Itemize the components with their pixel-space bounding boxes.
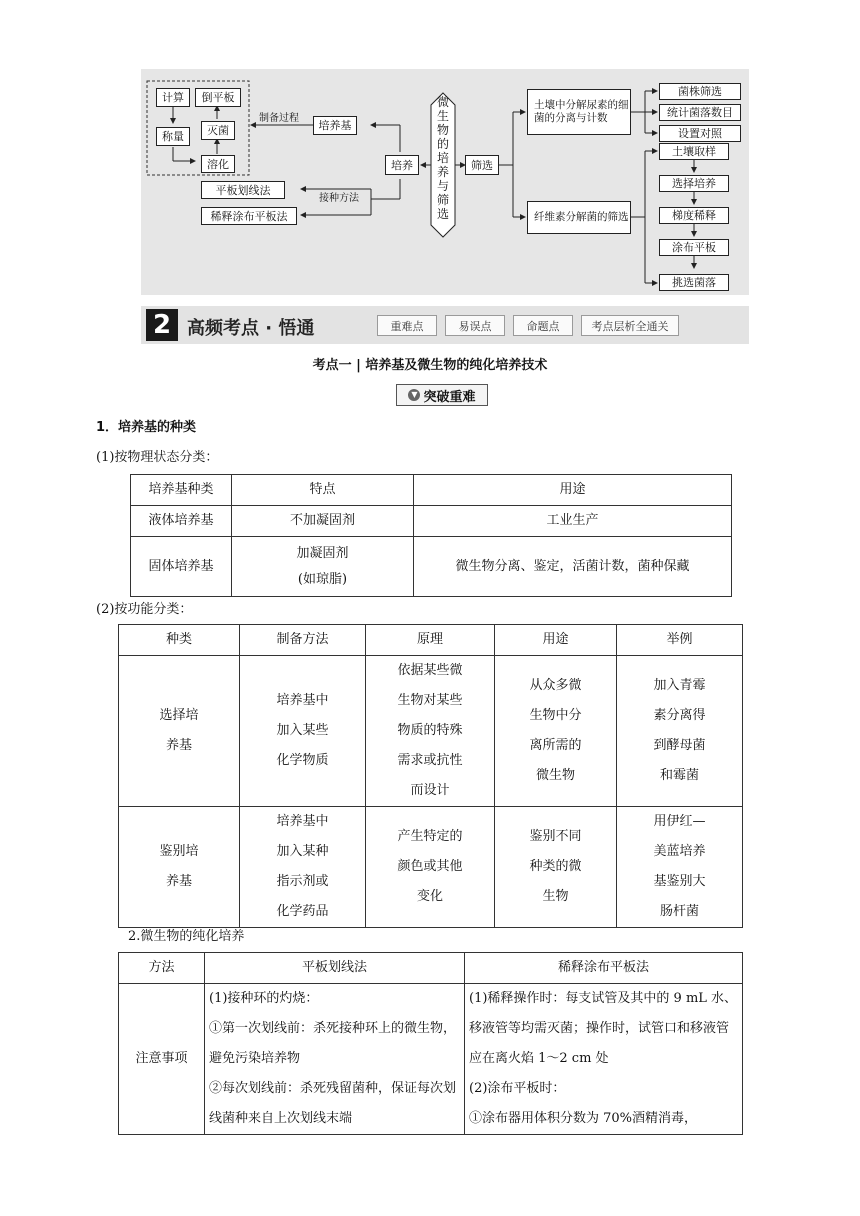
table3-header: 平板划线法 (205, 953, 465, 984)
table1-cell: 加凝固剂 (如琼脂) (232, 537, 414, 597)
tab-mingtidian[interactable]: 命题点 (513, 315, 573, 336)
tupo-badge (396, 384, 488, 406)
table2-cell: 选择培 养基 (119, 656, 240, 807)
node-tubu-pingban: 涂布平板 (659, 239, 729, 256)
table-function (118, 624, 743, 928)
table2-cell: 依据某些微 生物对某些 物质的特殊 需求或抗性 而设计 (366, 656, 495, 807)
table2-header: 制备方法 (240, 625, 366, 656)
table2-cell: 从众多微 生物中分 离所需的 微生物 (495, 656, 617, 807)
table-physical-state (130, 474, 732, 597)
section1-heading: 1．培养基的种类 (96, 420, 197, 435)
table2-cell: 鉴别不同 种类的微 生物 (495, 807, 617, 928)
table2-header: 原理 (366, 625, 495, 656)
edge-label-jiezhong: 接种方法 (319, 193, 359, 204)
table1-header: 培养基种类 (131, 475, 232, 506)
node-chengliang: 称量 (156, 127, 190, 146)
node-peiyangji: 培养基 (313, 116, 357, 135)
node-pingban-huaxian: 平板划线法 (201, 181, 285, 199)
section2-heading: 2.微生物的纯化培养 (128, 929, 245, 944)
table3-header: 方法 (119, 953, 205, 984)
section-number: 2 (146, 309, 178, 341)
table1-cell: 不加凝固剂 (232, 506, 414, 537)
node-daopingban: 倒平板 (195, 88, 241, 107)
kaodian-title: 考点一 | 培养基及微生物的纯化培养技术 (312, 358, 548, 373)
table3-cell-pingban: (1)接种环的灼烧： ①第一次划线前：杀死接种环上的微生物，避免污染培养物 ②每次划线前：杀死残留菌种，保证每次划线菌种来自上次划线末端 (205, 984, 465, 1135)
tupo-label: 突破重难 (423, 389, 476, 405)
chevron-down-icon: ▼ (408, 389, 420, 401)
node-tidu-xishi: 梯度稀释 (659, 207, 729, 224)
node-shezhi-duizhao: 设置对照 (659, 125, 741, 142)
table2-header: 举例 (617, 625, 743, 656)
table2-header: 用途 (495, 625, 617, 656)
table3-header: 稀释涂布平板法 (465, 953, 743, 984)
table2-cell: 培养基中 加入某些 化学物质 (240, 656, 366, 807)
table1-header: 用途 (414, 475, 732, 506)
table1-header: 特点 (232, 475, 414, 506)
node-tiaoxuan-junluo: 挑选菌落 (659, 274, 729, 291)
table3-cell-xishi: (1)稀释操作时：每支试管及其中的 9 mL 水、移液管等均需灭菌；操作时，试管口和移液管应在离火焰 1～2 cm 处 (2)涂布平板时： ①涂布器用体积分数为 70%酒精消毒， (465, 984, 743, 1135)
node-miejun: 灭菌 (201, 121, 235, 140)
section-title: 高频考点 · 悟通 (187, 318, 315, 339)
table1-cell: 固体培养基 (131, 537, 232, 597)
concept-map (141, 69, 749, 295)
tab-zhongnandian[interactable]: 重难点 (377, 315, 437, 336)
table2-cell: 产生特定的 颜色或其他 变化 (366, 807, 495, 928)
tab-kaodian-cengxi[interactable]: 考点层析全通关 (581, 315, 679, 336)
table2-cell: 用伊红— 美蓝培养 基鉴别大 肠杆菌 (617, 807, 743, 928)
table1-cell: 工业生产 (414, 506, 732, 537)
section1-sub1: (1)按物理状态分类： (96, 450, 219, 465)
node-xianweisu: 纤维素分解菌的筛选 (527, 201, 631, 234)
node-ronghua: 溶化 (201, 155, 235, 173)
node-turang-quyang: 土壤取样 (659, 143, 729, 160)
table1-cell: 微生物分离、鉴定，活菌计数，菌种保藏 (414, 537, 732, 597)
edge-label-zhibei: 制备过程 (259, 113, 299, 124)
table2-header: 种类 (119, 625, 240, 656)
center-node-label: 微生物的培养与筛选 (436, 95, 449, 221)
node-shaixuan: 筛选 (465, 155, 499, 175)
section1-sub2: (2)按功能分类： (96, 602, 193, 617)
tab-yiwudian[interactable]: 易误点 (445, 315, 505, 336)
node-turang: 土壤中分解尿素的细菌的分离与计数 (527, 89, 631, 135)
table3-row-label: 注意事项 (119, 984, 205, 1135)
node-peiyang: 培养 (385, 155, 419, 175)
table-purification (118, 952, 743, 1135)
node-xishi-tubu: 稀释涂布平板法 (201, 207, 297, 225)
node-junzhu-shaixuan: 菌株筛选 (659, 83, 741, 100)
node-jisuan: 计算 (156, 88, 190, 107)
table2-cell: 加入青霉 素分离得 到酵母菌 和霉菌 (617, 656, 743, 807)
table2-cell: 培养基中 加入某种 指示剂或 化学药品 (240, 807, 366, 928)
node-tongji: 统计菌落数目 (659, 104, 741, 121)
node-xuanze-peiyang: 选择培养 (659, 175, 729, 192)
table2-cell: 鉴别培 养基 (119, 807, 240, 928)
section-banner (141, 306, 749, 344)
table1-cell: 液体培养基 (131, 506, 232, 537)
